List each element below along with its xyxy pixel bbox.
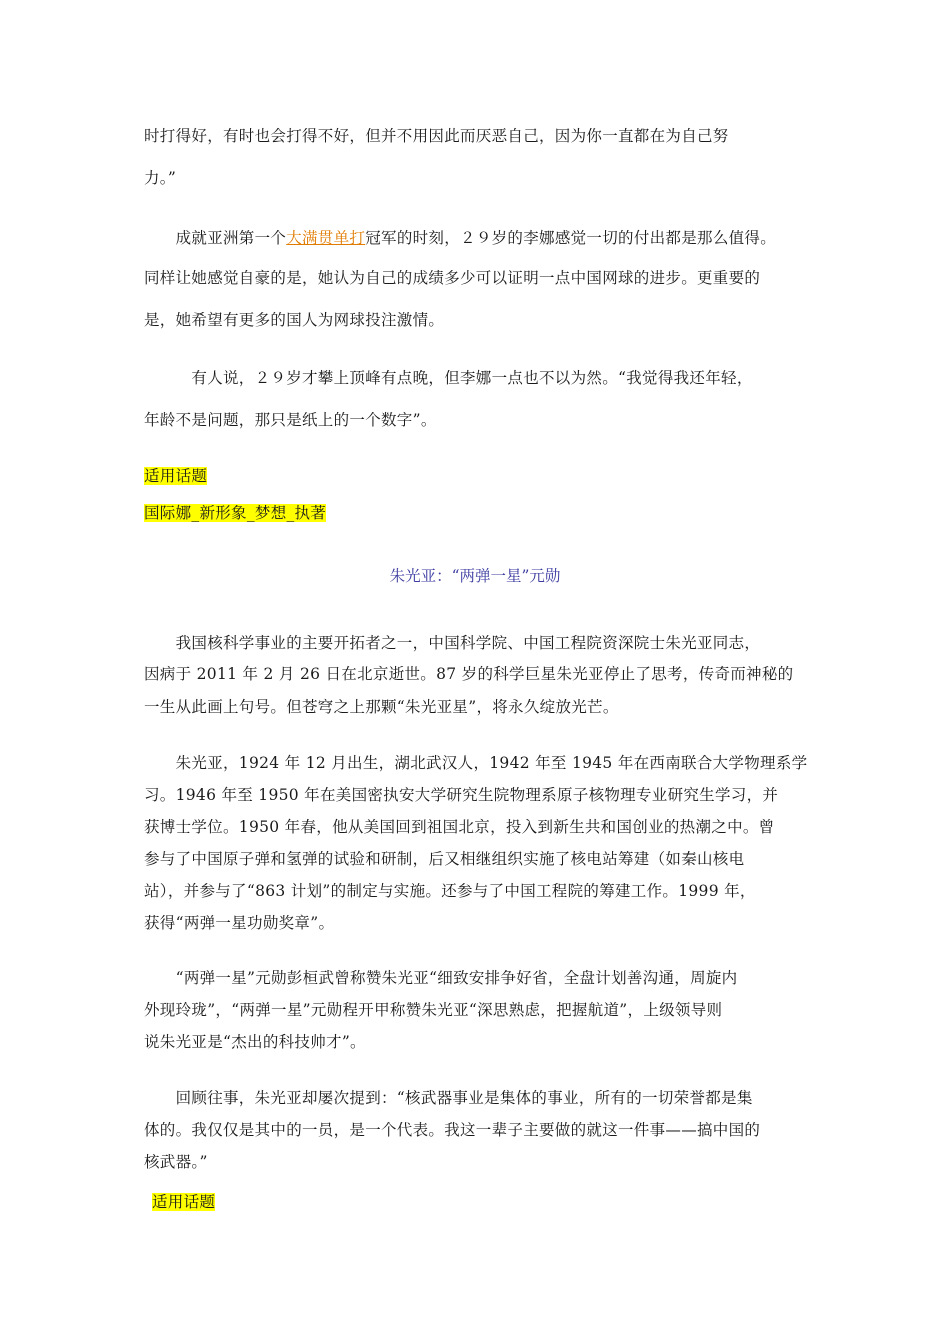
topic-label <box>144 466 207 486</box>
text-line: 获得“两弹一星功勋奖章”。 <box>144 914 335 932</box>
text-line: 有人说，２９岁才攀上顶峰有点晚，但李娜一点也不以为然。“我觉得我还年轻， <box>144 369 753 387</box>
article-title: 朱光亚：“两弹一星”元勋 <box>389 567 561 585</box>
text-line: 是，她希望有更多的国人为网球投注激情。 <box>144 311 445 329</box>
topic-label-text: 适用话题 <box>144 467 208 485</box>
text-line: 外现玲珑”，“两弹一星”元勋程开甲称赞朱光亚“深思熟虑，把握航道”，上级领导则 <box>144 1001 723 1019</box>
text-line: 习。1946 年至 1950 年在美国密执安大学研究生院物理系原子核物理专业研究生学习，并 <box>144 786 779 804</box>
text-line: 我国核科学事业的主要开拓者之一，中国科学院、中国工程院资深院士朱光亚同志， <box>144 634 761 652</box>
text-line: “两弹一星”元勋彭桓武曾称赞朱光亚“细致安排争好省，全盘计划善沟通，周旋内 <box>144 969 738 987</box>
text-line: 年龄不是问题，那只是纸上的一个数字”。 <box>144 411 437 429</box>
text-line <box>144 228 776 248</box>
text-span: 冠军的时刻，２９岁的李娜感觉一切的付出都是那么值得。 <box>365 229 777 247</box>
topic-tags <box>144 503 326 523</box>
text-line: 获博士学位。1950 年春，他从美国回到祖国北京，投入到新生共和国创业的热潮之中。曾 <box>144 818 775 836</box>
text-span: 成就亚洲第一个 <box>144 229 287 247</box>
topic-tags-text: 国际娜_新形象_梦想_执著 <box>144 504 327 522</box>
text-line: 参与了中国原子弹和氢弹的试验和研制，后又相继组织实施了核电站筹建（如秦山核电 <box>144 850 745 868</box>
text-line: 说朱光亚是“杰出的科技帅才”。 <box>144 1033 366 1051</box>
text-line: 力。” <box>144 169 177 187</box>
text-line: 核武器。” <box>144 1153 208 1171</box>
text-line: 站），并参与了“863 计划”的制定与实施。还参与了中国工程院的筹建工作。1999 年， <box>144 882 756 900</box>
text-line: 体的。我仅仅是其中的一员，是一个代表。我这一辈子主要做的就这一件事——搞中国的 <box>144 1121 761 1139</box>
text-line: 同样让她感觉自豪的是，她认为自己的成绩多少可以证明一点中国网球的进步。更重要的 <box>144 269 761 287</box>
text-line: 一生从此画上句号。但苍穹之上那颗“朱光亚星”，将永久绽放光芒。 <box>144 698 619 716</box>
text-line: 时打得好，有时也会打得不好，但并不用因此而厌恶自己，因为你一直都在为自己努 <box>144 127 729 145</box>
topic-label <box>152 1192 215 1212</box>
text-line: 因病于 2011 年 2 月 26 日在北京逝世。87 岁的科学巨星朱光亚停止了思考，传奇而神秘的 <box>144 665 794 683</box>
grand-slam-link[interactable]: 大满贯单打 <box>286 229 366 247</box>
text-line: 朱光亚，1924 年 12 月出生，湖北武汉人，1942 年至 1945 年在西南联合大学物理系学 <box>144 754 808 772</box>
topic-label-text: 适用话题 <box>152 1193 216 1211</box>
text-line: 回顾往事，朱光亚却屡次提到：“核武器事业是集体的事业，所有的一切荣誉都是集 <box>144 1089 753 1107</box>
